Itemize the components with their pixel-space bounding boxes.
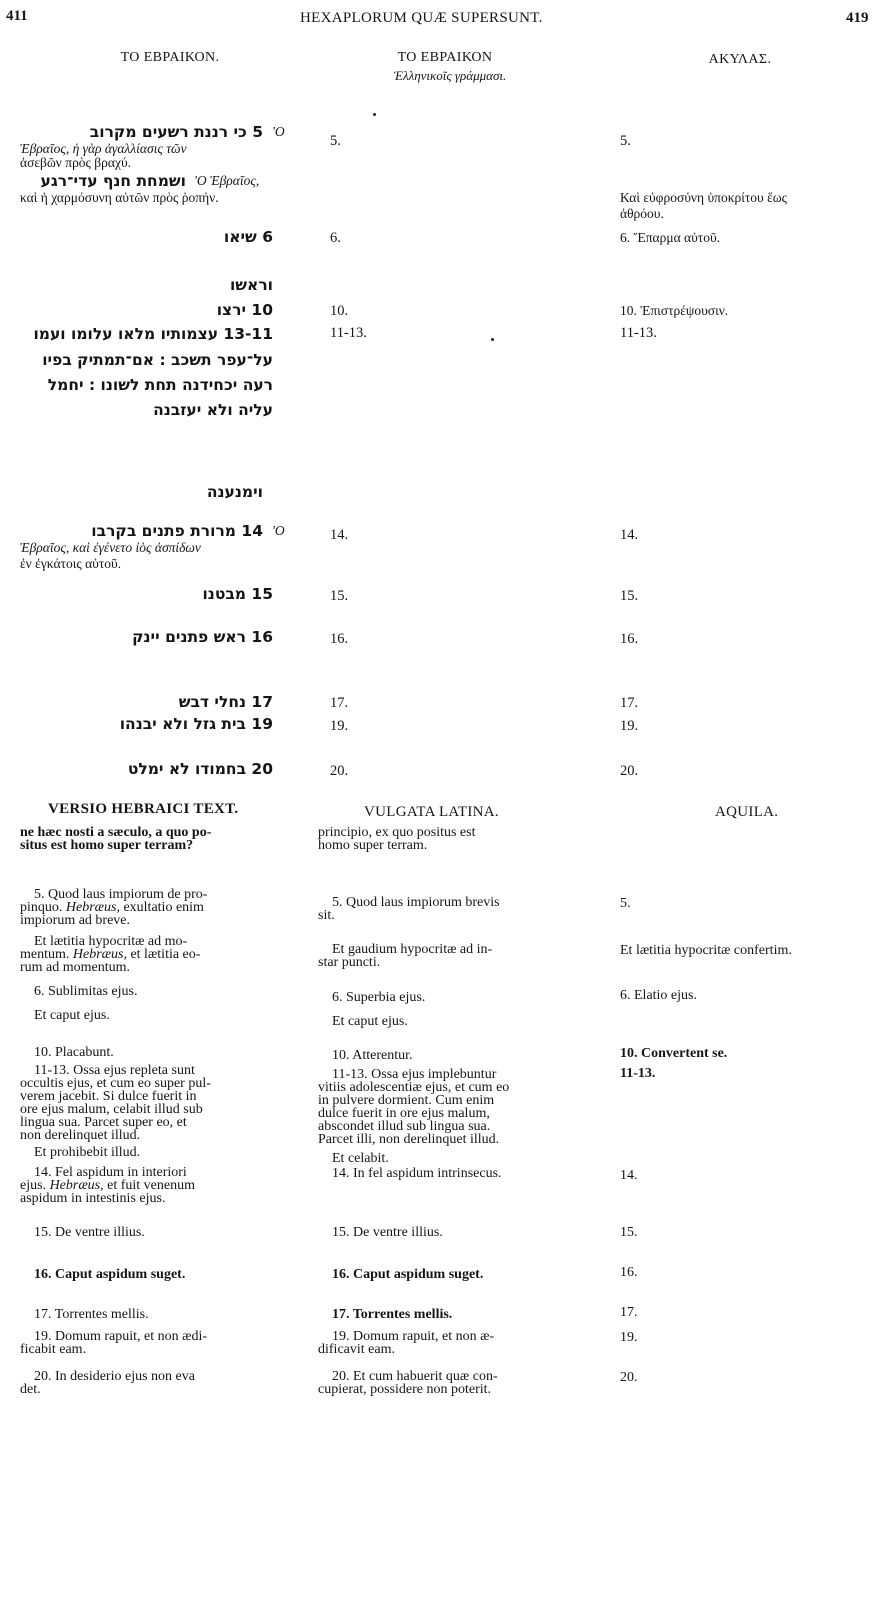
vulgata-verse-15: 15. De ventre illius. — [332, 1225, 443, 1240]
vulgata-verse-10: 10. Atterentur. — [332, 1048, 413, 1063]
translit-verse-16: 16. — [330, 631, 349, 647]
aquila-verse-15: 15. — [620, 588, 639, 604]
translit-verse-10: 10. — [330, 303, 349, 319]
aquila-verse-16: 16. — [620, 631, 639, 647]
page-number-left: 411 — [6, 8, 28, 24]
versio-verse-11-line1: 11-13. Ossa ejus repleta sunt — [34, 1063, 195, 1078]
aquila-latin-verse-5b: Et lætitia hypocritæ confertim. — [620, 943, 792, 958]
translit-verse-11-13: 11-13. — [330, 325, 367, 341]
versio-verse-5b — [20, 935, 200, 974]
versio-verse-19-line1: 19. Domum rapuit, et non ædi- — [34, 1329, 208, 1344]
versio-verse-6: 6. Sublimitas ejus. — [34, 984, 138, 999]
vulgata-verse-11-line4: dulce fuerit in ore ejus malum, — [318, 1106, 490, 1121]
versio-verse-11-13 — [20, 1064, 211, 1142]
vulgata-preamble-line2: homo super terram. — [318, 838, 428, 853]
aquila-verse-17: 17. — [620, 695, 639, 711]
versio-verse-11-line2: occultis ejus, et cum eo super pul- — [20, 1076, 211, 1091]
hebrew-verse-14: 14 מרורת פתנים בקרבו — [91, 522, 263, 540]
page-number-right: 419 — [846, 10, 869, 26]
hebrew-verse-11-line1: 13-11 עצמותיו מלאו עלומו ועמו — [33, 325, 273, 343]
hebrew-verse-11-line4: עליה ולא יעזבנה — [153, 401, 273, 419]
versio-verse-14-line1: 14. Fel aspidum in interiori — [34, 1165, 187, 1180]
versio-verse-5-line1: 5. Quod laus impiorum de pro- — [34, 887, 208, 902]
aquila-latin-verse-14: 14. — [620, 1168, 638, 1183]
greek-hebraeus-5b-line2: καὶ ἡ χαρμόσυνη αὐτῶν πρὸς ῥοπήν. — [20, 190, 219, 205]
aquila-latin-verse-19: 19. — [620, 1330, 638, 1345]
vulgata-verse-11-line3: in pulvere dormient. Cum enim — [318, 1093, 495, 1108]
greek-marker: 'Ο — [272, 523, 285, 538]
versio-verse-19 — [20, 1330, 207, 1356]
vulgata-verse-13: Et celabit. — [332, 1151, 389, 1166]
versio-preamble-line2: situs est homo super terram? — [20, 838, 194, 853]
column-heading-hebrew: ΤΟ ΕΒΡΑΙΚΟΝ. — [120, 50, 220, 65]
versio-verse-5b-line1: Et lætitia hypocritæ ad mo- — [34, 934, 188, 949]
column-heading-transliteration: ΤΟ ΕΒΡΑΙΚΟΝ — [397, 50, 493, 65]
aquila-latin-verse-17: 17. — [620, 1305, 638, 1320]
vulgata-verse-19-line1: 19. Domum rapuit, et non æ- — [332, 1329, 495, 1344]
vulgata-verse-11-line6: Parcet illi, non derelinquet illud. — [318, 1132, 500, 1147]
vulgata-verse-5b-line1: Et gaudium hypocritæ ad in- — [332, 942, 493, 957]
hebrew-verse-11-line2: על־עפר תשכב : אם־תמתיק בפיו — [42, 351, 273, 369]
aquila-verse-11-13: 11-13. — [620, 325, 657, 341]
versio-verse-17: 17. Torrentes mellis. — [34, 1307, 149, 1322]
translit-verse-6: 6. — [330, 230, 341, 246]
section-heading-vulgata: VULGATA LATINA. — [364, 804, 499, 820]
greek-hebraeus-5b-line1: 'Ο Ἑβραῖος, — [194, 173, 260, 188]
vulgata-verse-5-line2: sit. — [318, 908, 335, 923]
translit-verse-14: 14. — [330, 527, 349, 543]
versio-verse-10: 10. Placabunt. — [34, 1045, 114, 1060]
aquila-latin-verse-10: 10. Convertent se. — [620, 1046, 728, 1061]
hebrew-verse-11-line3: רעה יכחידנה תחת לשונו : יחמל — [47, 376, 273, 394]
vulgata-verse-16: 16. Caput aspidum suget. — [332, 1267, 484, 1282]
versio-verse-11-line6: non derelinquet illud. — [20, 1128, 141, 1143]
versio-verse-11-line5: lingua sua. Parcet super eo, et — [20, 1115, 187, 1130]
vulgata-verse-20-line1: 20. Et cum habuerit quæ con- — [332, 1369, 498, 1384]
aquila-latin-verse-16: 16. — [620, 1265, 638, 1280]
vulgata-verse-20 — [318, 1370, 498, 1396]
versio-preamble — [20, 826, 211, 852]
vulgata-verse-5 — [318, 896, 500, 922]
ink-dot — [491, 338, 494, 341]
aquila-verse-14: 14. — [620, 527, 639, 543]
versio-verse-20-line2: det. — [20, 1382, 41, 1397]
versio-verse-16: 16. Caput aspidum suget. — [34, 1267, 186, 1282]
hebrew-verse-16: 16 ראש פתנים יינק — [132, 628, 273, 646]
hebrew-verse-5: 5 כי רננת רשעים מקרוב — [89, 123, 263, 141]
vulgata-preamble-line1: principio, ex quo positus est — [318, 825, 476, 840]
vulgata-verse-11-line1: 11-13. Ossa ejus implebuntur — [332, 1067, 497, 1082]
versio-preamble-line1: ne hæc nosti a sæculo, a quo po- — [20, 825, 212, 840]
vulgata-verse-5-line1: 5. Quod laus impiorum brevis — [332, 895, 500, 910]
greek-hebraeus-14-line2: ἐν ἐγκάτοις αὐτοῦ. — [20, 556, 122, 571]
vulgata-verse-11-line2: vitiis adolescentiæ ejus, et cum eo — [318, 1080, 510, 1095]
aquila-latin-verse-6: 6. Elatio ejus. — [620, 988, 697, 1003]
hebrew-verse-13: וימנענה — [206, 483, 263, 501]
vulgata-verse-5b — [318, 943, 492, 969]
aquila-verse-19: 19. — [620, 718, 639, 734]
versio-verse-13: Et prohibebit illud. — [34, 1145, 141, 1160]
hebrew-verse-19: 19 בית גזל ולא יבנהו — [119, 715, 273, 733]
translit-verse-15: 15. — [330, 588, 349, 604]
versio-verse-11-line3: verem jacebit. Si dulce fuerit in — [20, 1089, 197, 1104]
aquila-verse-20: 20. — [620, 763, 639, 779]
column-heading-aquila: ΑΚΥΛΑΣ. — [708, 52, 772, 67]
aquila-latin-verse-20: 20. — [620, 1370, 638, 1385]
section-heading-aquila: AQUILA. — [715, 804, 779, 820]
hebrew-verse-6: 6 שיאו — [223, 228, 273, 246]
greek-marker: 'Ο — [272, 124, 285, 139]
versio-verse-5b-line2: mentum. Hebræus, et lætitia eo- — [20, 947, 201, 962]
vulgata-verse-5b-line2: star puncti. — [318, 955, 381, 970]
column-subheading-transliteration: Ἑλληνικοῖς γράμμασι. — [393, 68, 507, 83]
versio-verse-14 — [20, 1166, 195, 1205]
aquila-latin-verse-5: 5. — [620, 896, 631, 911]
translit-verse-17: 17. — [330, 695, 349, 711]
versio-verse-20 — [20, 1370, 195, 1396]
versio-verse-20-line1: 20. In desiderio ejus non eva — [34, 1369, 195, 1384]
aquila-verse-10: 10. Ἐπιστρέψουσιν. — [620, 303, 729, 318]
vulgata-verse-6: 6. Superbia ejus. — [332, 990, 426, 1005]
versio-verse-5-line3: impiorum ad breve. — [20, 913, 131, 928]
translit-verse-5: 5. — [330, 133, 341, 149]
versio-verse-5 — [20, 888, 207, 927]
versio-verse-5-line2: pinquo. Hebræus, exultatio enim — [20, 900, 204, 915]
aquila-verse-6: 6. Ἔπαρμα αὐτοῦ. — [620, 230, 721, 245]
aquila-verse-5b-line2: ἀθρόου. — [620, 206, 664, 221]
hebrew-verse-6b: וראשו — [229, 276, 273, 294]
aquila-latin-verse-15: 15. — [620, 1225, 638, 1240]
greek-hebraeus-14-line1: Ἑβραῖος, καὶ ἐγένετο ἰὸς ἀσπίδων — [20, 540, 201, 555]
greek-hebraeus-5-line2: ἀσεβῶν πρὸς βραχύ. — [20, 155, 132, 170]
translit-verse-20: 20. — [330, 763, 349, 779]
vulgata-verse-6b: Et caput ejus. — [332, 1014, 408, 1029]
translit-verse-19: 19. — [330, 718, 349, 734]
vulgata-verse-17: 17. Torrentes mellis. — [332, 1307, 453, 1322]
versio-verse-6b: Et caput ejus. — [34, 1008, 110, 1023]
running-title: HEXAPLORUM QUÆ SUPERSUNT. — [300, 10, 543, 26]
hebrew-verse-20: 20 בחמודו לא ימלט — [127, 760, 273, 778]
aquila-latin-verse-11-13: 11-13. — [620, 1066, 656, 1081]
greek-hebraeus-5-line1: Ἑβραῖος, ἡ γὰρ ἀγαλλίασις τῶν — [20, 141, 187, 156]
hebrew-verse-10: 10 ירצו — [216, 301, 273, 319]
versio-verse-5b-line3: rum ad momentum. — [20, 960, 131, 975]
aquila-verse-5b-line1: Καὶ εὐφροσύνη ὑποκρίτου ἕως — [620, 190, 788, 205]
vulgata-verse-19-line2: dificavit eam. — [318, 1342, 395, 1357]
hebrew-verse-15: 15 מבטנו — [202, 585, 273, 603]
versio-verse-14-line2: ejus. Hebræus, et fuit venenum — [20, 1178, 195, 1193]
versio-verse-11-line4: ore ejus malum, celabit illud sub — [20, 1102, 203, 1117]
vulgata-verse-19 — [318, 1330, 494, 1356]
hebrew-verse-17: 17 נחלי דבש — [178, 693, 273, 711]
vulgata-verse-20-line2: cupierat, possidere non poterit. — [318, 1382, 492, 1397]
vulgata-verse-11-line5: abscondet illud sub lingua sua. — [318, 1119, 491, 1134]
vulgata-verse-14: 14. In fel aspidum intrinsecus. — [332, 1166, 502, 1181]
versio-verse-15: 15. De ventre illius. — [34, 1225, 145, 1240]
vulgata-verse-11-13 — [318, 1068, 509, 1146]
section-heading-versio: VERSIO HEBRAICI TEXT. — [48, 801, 239, 817]
aquila-verse-5: 5. — [620, 133, 631, 149]
versio-verse-19-line2: ficabit eam. — [20, 1342, 87, 1357]
ink-dot — [373, 113, 376, 116]
vulgata-preamble — [318, 826, 476, 852]
hebrew-verse-5b: ושמחת חנף עדי־רגע — [40, 172, 186, 190]
versio-verse-14-line3: aspidum in intestinis ejus. — [20, 1191, 166, 1206]
